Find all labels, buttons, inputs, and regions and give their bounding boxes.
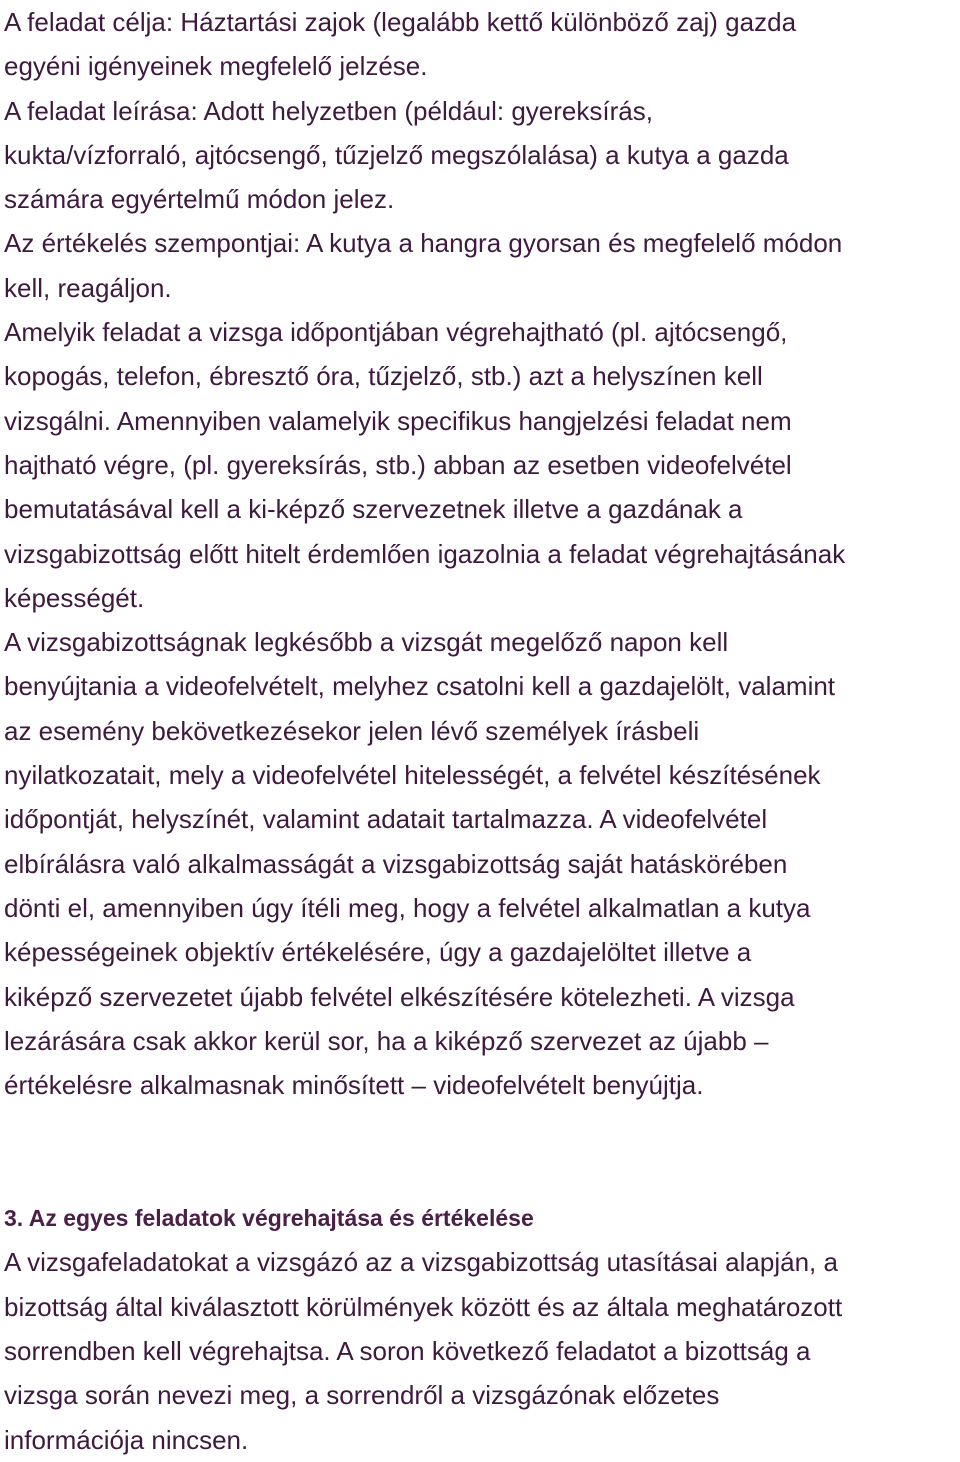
text-line: elbírálásra való alkalmasságát a vizsgabizottság saját hatáskörében — [4, 848, 788, 879]
text-line: bizottság által kiválasztott körülmények között és az általa meghatározott — [4, 1291, 843, 1322]
text-line: időpontját, helyszínét, valamint adatait tartalmazza. A videofelvétel — [4, 804, 768, 835]
section-spacer — [4, 1107, 958, 1196]
text-line: képességét. — [4, 582, 145, 613]
text-line: benyújtania a videofelvételt, melyhez csatolni kell a gazdajelölt, valamint — [4, 671, 836, 702]
text-line: az esemény bekövetkezésekor jelen lévő személyek írásbeli — [4, 715, 700, 746]
text-line: vizsgabizottság előtt hitelt érdemlően igazolnia a feladat végrehajtásának — [4, 538, 846, 569]
text-line: Az értékelés szempontjai: A kutya a hangra gyorsan és megfelelő módon — [4, 228, 843, 259]
text-line: vizsga során nevezi meg, a sorrendről a vizsgázónak előzetes — [4, 1380, 720, 1411]
text-line: egyéni igényeinek megfelelő jelzése. — [4, 51, 428, 82]
text-line: vizsgálni. Amennyiben valamelyik specifikus hangjelzési feladat nem — [4, 405, 792, 436]
text-line: A feladat leírása: Adott helyzetben (például: gyereksírás, — [4, 95, 653, 126]
document-page — [4, 0, 958, 1462]
text-line: Amelyik feladat a vizsga időpontjában végrehajtható (pl. ajtócsengő, — [4, 317, 788, 348]
text-line: kiképző szervezetet újabb felvétel elkészítésére kötelezheti. A vizsga — [4, 981, 795, 1012]
text-line: számára egyértelmű módon jelez. — [4, 184, 395, 215]
evaluation-paragraph — [4, 221, 958, 310]
text-line: A feladat célja: Háztartási zajok (legalább kettő különböző zaj) gazda — [4, 7, 797, 37]
text-line: kukta/vízforraló, ajtócsengő, tűzjelző megszólalása) a kutya a gazda — [4, 139, 789, 170]
exam-rules-paragraph — [4, 310, 958, 1107]
text-line: nyilatkozatait, mely a videofelvétel hitelességét, a felvétel készítésének — [4, 760, 821, 791]
task-description-paragraph — [4, 89, 958, 222]
text-line: dönti el, amennyiben úgy ítéli meg, hogy a felvétel alkalmatlan a kutya — [4, 892, 811, 923]
text-line: sorrendben kell végrehajtsa. A soron következő feladatot a bizottság a — [4, 1335, 811, 1366]
text-line: A vizsgabizottságnak legkésőbb a vizsgát megelőző napon kell — [4, 627, 729, 658]
text-line: kell, reagáljon. — [4, 272, 172, 303]
task-purpose-paragraph — [4, 0, 958, 89]
text-line: A vizsgafeladatokat a vizsgázó az a vizsgabizottság utasításai alapján, a — [4, 1247, 838, 1278]
text-line: információja nincsen. — [4, 1424, 249, 1455]
section-3 — [4, 1196, 958, 1462]
text-line: lezárására csak akkor kerül sor, ha a kiképző szervezet az újabb – — [4, 1025, 769, 1056]
text-line: értékelésre alkalmasnak minősített – videofelvételt benyújtja. — [4, 1070, 704, 1101]
text-line: hajtható végre, (pl. gyereksírás, stb.) abban az esetben videofelvétel — [4, 449, 792, 480]
text-line: bemutatásával kell a ki-képző szervezetnek illetve a gazdának a — [4, 494, 743, 525]
section-heading: 3. Az egyes feladatok végrehajtása és értékelése — [4, 1205, 534, 1232]
text-line: kopogás, telefon, ébresztő óra, tűzjelző, stb.) azt a helyszínen kell — [4, 361, 763, 392]
text-line: képességeinek objektív értékelésére, úgy a gazdajelöltet illetve a — [4, 937, 752, 968]
